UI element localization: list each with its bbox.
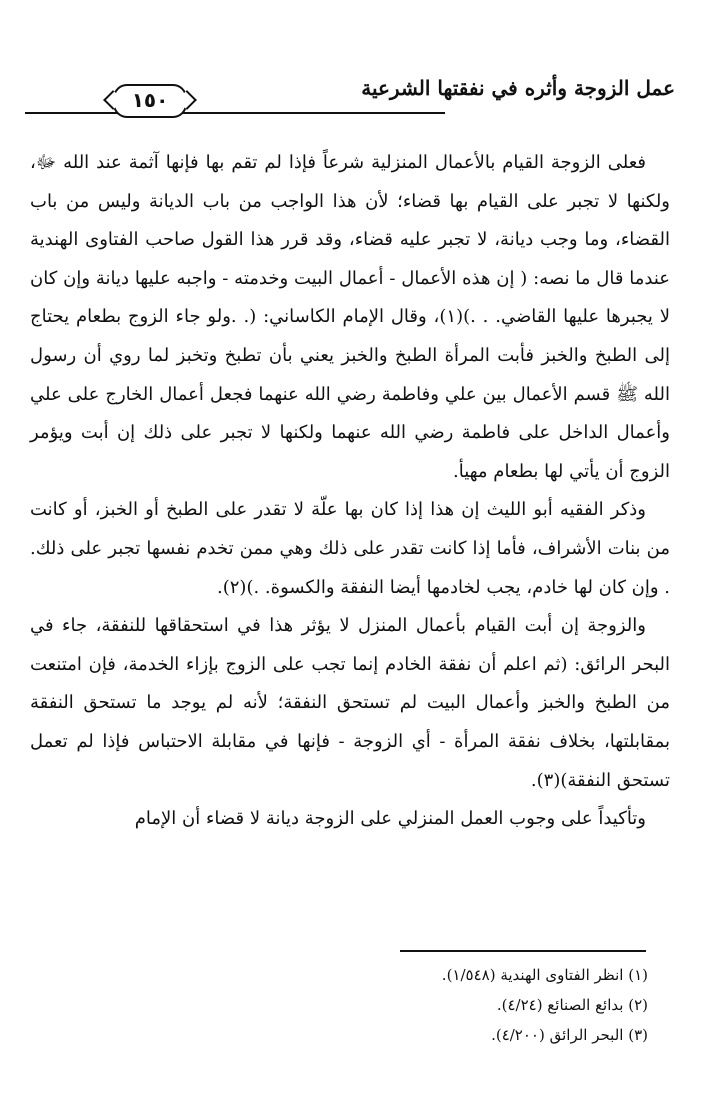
footnote-separator [400,950,646,952]
paragraph: والزوجة إن أبت القيام بأعمال المنزل لا يؤثر هذا في استحقاقها للنفقة، جاء في البحر الرائق: (ثم اعلم أن نفقة الخادم إنما تجب على الزوج بإزاء الخدمة، فإن امتنعت من الطبخ والخبز وأعمال البيت لم تستحق النفقة؛ لأنه لم يوجد ما تستحق النفقة بمقابلتها، بخلاف نفقة المرأة - أي الزوجة - فإنها في مقابلة الاحتباس فإذا لم تعمل تستحق النفقة)(٣). [30,615,670,791]
footnote: (٣) البحر الرائق (٤/٢٠٠). [491,1026,648,1044]
page-header [25,70,675,120]
page-number: ١٥٠ [131,88,169,112]
footnote: (٢) بدائع الصنائع (٤/٢٤). [496,996,648,1014]
page-number-frame [113,84,187,118]
page-number-ornament [93,84,203,116]
footnotes [88,960,648,1050]
header-rule [25,112,445,114]
paragraph: فعلى الزوجة القيام بالأعمال المنزلية شرعاً فإذا لم تقم بها فإنها آثمة عند الله ﷻ، ولكنها لا تجبر على القيام بها قضاء؛ لأن هذا الواجب من باب الديانة وليس من باب القضاء، وما وجب ديانة، لا تجبر عليه قضاء، وقد قرر هذا القول صاحب الفتاوى الهندية عندما قال ما نصه: ( إن هذه الأعمال - أعمال البيت وخدمته - واجبه عليها ديانة وإن كان لا يجبرها عليها القاضي. . .)(١)، وقال الإمام الكاساني: (. .ولو جاء الزوج بطعام يحتاج إلى الطبخ والخبز فأبت المرأة الطبخ والخبز يعني بأن تطبخ وتخبز لما روي أن رسول الله ﷺ قسم الأعمال بين علي وفاطمة رضي الله عنهما فجعل أعمال الخارج على علي وأعمال الداخل على فاطمة رضي الله عنهما ولكنها لا تجبر على ذلك إن أبت ويؤمر الزوج أن يأتي لها بطعام مهيأ. [30,152,671,482]
paragraph: وتأكيداً على وجوب العمل المنزلي على الزوجة ديانة لا قضاء أن الإمام [134,808,646,830]
paragraph: وذكر الفقيه أبو الليث إن هذا إذا كان بها علّة لا تقدر على الطبخ أو الخبز، أو كانت من بنات الأشراف، فأما إذا كانت تقدر على ذلك وهي ممن تخدم نفسها تجبر على ذلك. . وإن كان لها خادم، يجب لخادمها أيضا النفقة والكسوة. .)(٢). [30,499,670,598]
running-title: عمل الزوجة وأثره في نفقتها الشرعية [361,76,675,100]
footnote: (١) انظر الفتاوى الهندية (١/٥٤٨). [441,966,648,984]
body-text [30,144,670,839]
